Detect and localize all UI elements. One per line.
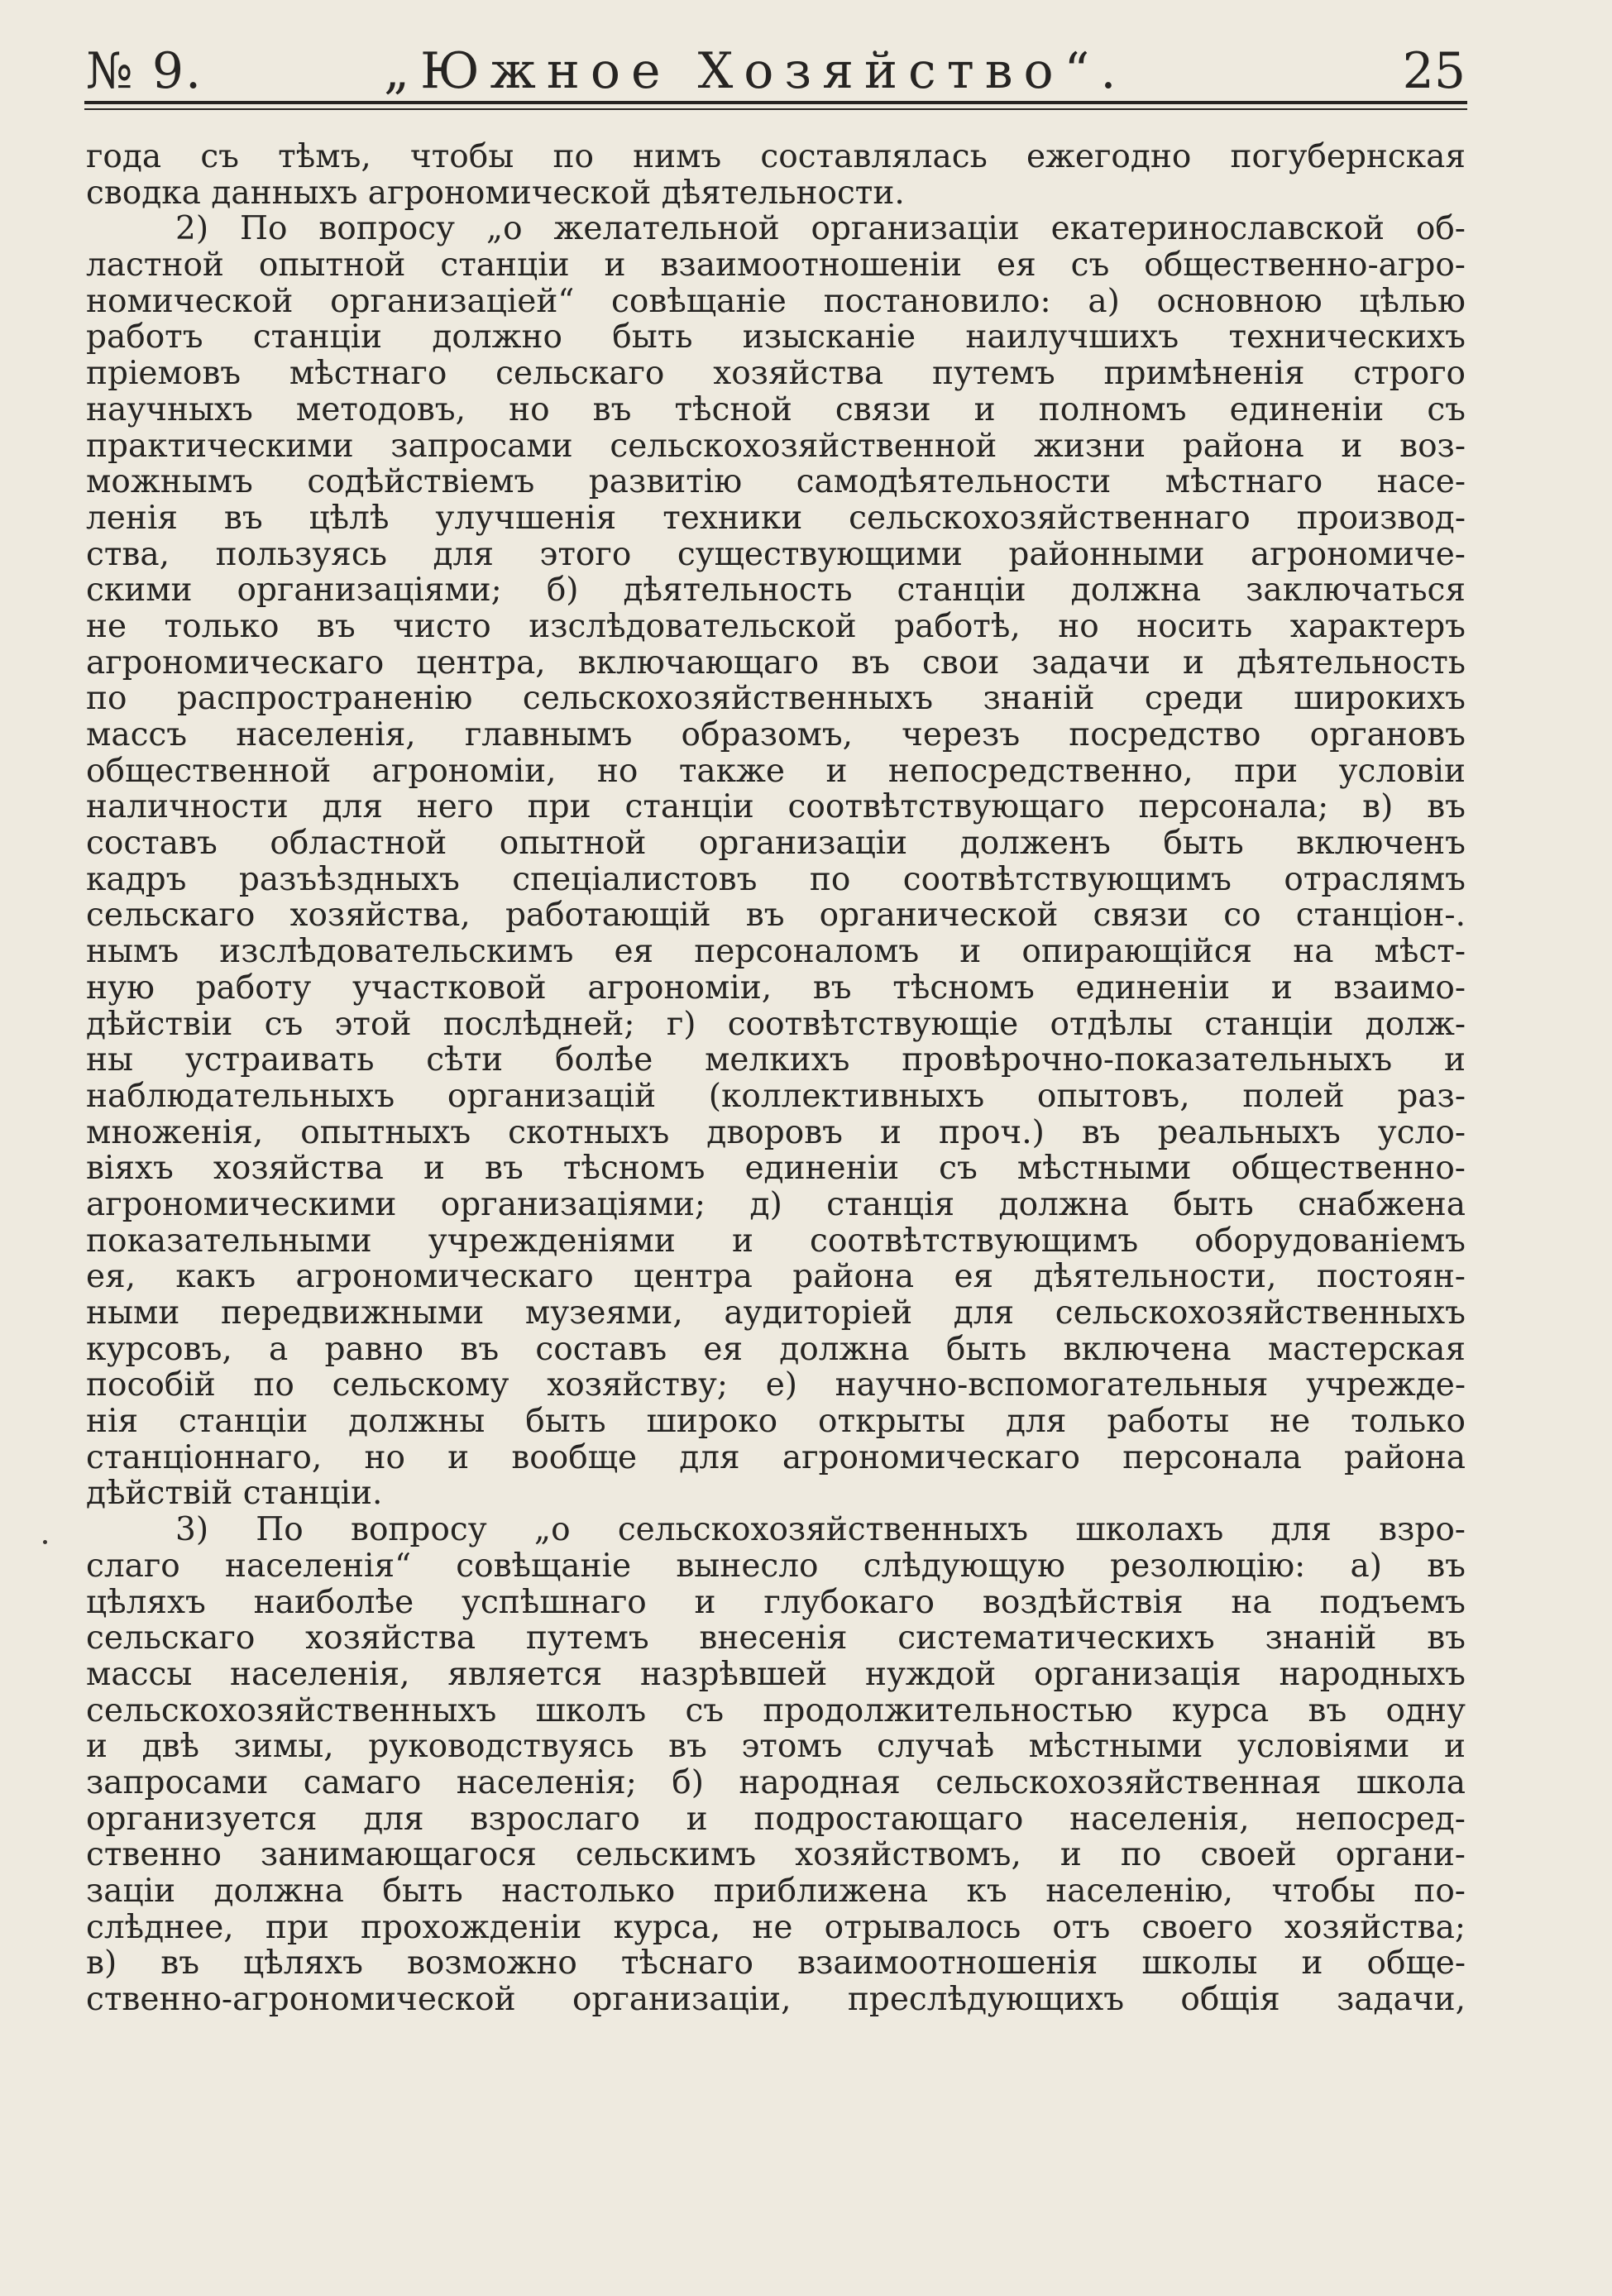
text-line: номической организаціей“ совѣщаніе постановило: а) основною цѣлью	[86, 282, 1466, 320]
text-line: 3) По вопросу „о сельскохозяйственныхъ школахъ для взро-	[175, 1511, 1466, 1549]
text-line: научныхъ методовъ, но въ тѣсной связи и полномъ единеніи съ	[86, 390, 1466, 428]
text-line: пріемовъ мѣстнаго сельскаго хозяйства путемъ примѣненія строго	[86, 355, 1466, 393]
text-line: віяхъ хозяйства и въ тѣсномъ единеніи съ мѣстными общественно-	[86, 1150, 1466, 1188]
print-speck	[43, 1540, 47, 1544]
text-line: массъ населенія, главнымъ образомъ, черезъ посредство органовъ	[86, 716, 1466, 753]
paragraph-p2	[86, 211, 1492, 1512]
text-line: ственно-агрономической организаціи, преслѣдующихъ общія задачи,	[86, 1981, 1466, 2019]
text-line: составъ областной опытной организаціи долженъ быть включенъ	[86, 825, 1466, 863]
text-line: организуется для взрослаго и подростающаго населенія, непосред-	[86, 1800, 1466, 1838]
text-line: станціоннаго, но и вообще для агрономическаго персонала района	[86, 1438, 1466, 1476]
text-line: слаго населенія“ совѣщаніе вынесло слѣдующую резолюцію: а) въ	[86, 1547, 1466, 1585]
text-line: наличности для него при станціи соотвѣтствующаго персонала; в) въ	[86, 788, 1466, 826]
text-line: сводка данныхъ агрономической дѣятельности.	[86, 174, 905, 212]
text-line: множенія, опытныхъ скотныхъ дворовъ и проч.) въ реальныхъ усло-	[86, 1113, 1466, 1151]
text-line: практическими запросами сельскохозяйственной жизни района и воз-	[86, 427, 1466, 465]
text-line: ны устраивать сѣти болѣе мелкихъ провѣрочно-показательныхъ и	[86, 1041, 1466, 1079]
header-rule-thick	[84, 101, 1467, 104]
text-line: можнымъ содѣйствіемъ развитію самодѣятельности мѣстнаго насе-	[86, 463, 1466, 501]
text-line: ными передвижными музеями, аудиторіей для сельскохозяйственныхъ	[86, 1294, 1466, 1332]
text-line: по распространенію сельскохозяйственныхъ знаній среди широкихъ	[86, 680, 1466, 718]
text-line: дѣйствіи съ этой послѣдней; г) соотвѣтствующіе отдѣлы станціи долж-	[86, 1005, 1466, 1043]
paragraph-p3	[86, 1512, 1492, 2018]
text-line: 2) По вопросу „о желательной организаціи екатеринославской об-	[175, 210, 1466, 248]
text-line: заціи должна быть настолько приближена къ населенію, чтобы по-	[86, 1873, 1466, 1910]
text-line: и двѣ зимы, руководствуясь въ этомъ случаѣ мѣстными условіями и	[86, 1728, 1466, 1766]
text-line: сельскохозяйственныхъ школъ съ продолжительностью курса въ одну	[86, 1691, 1466, 1729]
text-line: ластной опытной станціи и взаимоотношеніи ея съ общественно-агро-	[86, 246, 1466, 285]
text-line: работъ станціи должно быть изысканіе наилучшихъ техническихъ	[86, 318, 1466, 356]
text-line: ленія въ цѣлѣ улучшенія техники сельскохозяйственнаго производ-	[86, 499, 1466, 537]
text-line: ную работу участковой агрономіи, въ тѣсномъ единеніи и взаимо-	[86, 969, 1466, 1007]
text-line: наблюдательныхъ организацій (коллективныхъ опытовъ, полей раз-	[86, 1077, 1466, 1115]
text-line: нымъ изслѣдовательскимъ ея персоналомъ и опирающійся на мѣст-	[86, 933, 1466, 971]
page-number: 25	[1402, 42, 1466, 100]
issue-number: № 9.	[86, 42, 203, 100]
text-line: нія станціи должны быть широко открыты для работы не только	[86, 1403, 1466, 1441]
text-line: в) въ цѣляхъ возможно тѣснаго взаимоотношенія школы и обще-	[86, 1944, 1466, 1983]
text-line: агрономическими организаціями; д) станція должна быть снабжена	[86, 1185, 1466, 1223]
text-line: не только въ чисто изслѣдовательской работѣ, но носить характеръ	[86, 607, 1466, 645]
text-line: массы населенія, является назрѣвшей нуждой организація народныхъ	[86, 1655, 1466, 1693]
text-line: показательными учрежденіями и соотвѣтствующимъ оборудованіемъ	[86, 1222, 1466, 1260]
text-line: общественной агрономіи, но также и непосредственно, при условіи	[86, 752, 1466, 790]
header-rule-thin	[84, 108, 1467, 110]
text-line: агрономическаго центра, включающаго въ свои задачи и дѣятельность	[86, 643, 1466, 682]
text-line: ства, пользуясь для этого существующими районными агрономиче-	[86, 535, 1466, 573]
text-line: курсовъ, а равно въ составъ ея должна быть включена мастерская	[86, 1330, 1466, 1368]
text-line: сельскаго хозяйства, работающій въ органической связи со станціон-.	[86, 897, 1466, 935]
text-line: пособій по сельскому хозяйству; е) научно-вспомогательныя учрежде-	[86, 1366, 1466, 1404]
text-line: ственно занимающагося сельскимъ хозяйствомъ, и по своей органи-	[86, 1836, 1466, 1874]
text-line: года съ тѣмъ, чтобы по нимъ составлялась ежегодно погубернская	[86, 138, 1466, 175]
paragraph-p1	[86, 139, 1492, 211]
text-line: скими организаціями; б) дѣятельность станціи должна заключаться	[86, 572, 1466, 610]
text-line: кадръ разъѣздныхъ спеціалистовъ по соотвѣтствующимъ отраслямъ	[86, 860, 1466, 898]
text-line: слѣднее, при прохожденіи курса, не отрывалось отъ своего хозяйства;	[86, 1908, 1466, 1946]
text-line: дѣйствій станціи.	[86, 1475, 383, 1513]
body-text	[86, 139, 1492, 2018]
journal-title: „Южное Хозяйство“.	[384, 42, 1127, 100]
text-line: сельскаго хозяйства путемъ внесенія систематическихъ знаній въ	[86, 1619, 1466, 1657]
text-line: цѣляхъ наиболѣе успѣшнаго и глубокаго воздѣйствія на подъемъ	[86, 1583, 1466, 1621]
text-line: ея, какъ агрономическаго центра района ея дѣятельности, постоян-	[86, 1258, 1466, 1296]
text-line: запросами самаго населенія; б) народная сельскохозяйственная школа	[86, 1763, 1466, 1801]
running-header	[86, 41, 1466, 101]
